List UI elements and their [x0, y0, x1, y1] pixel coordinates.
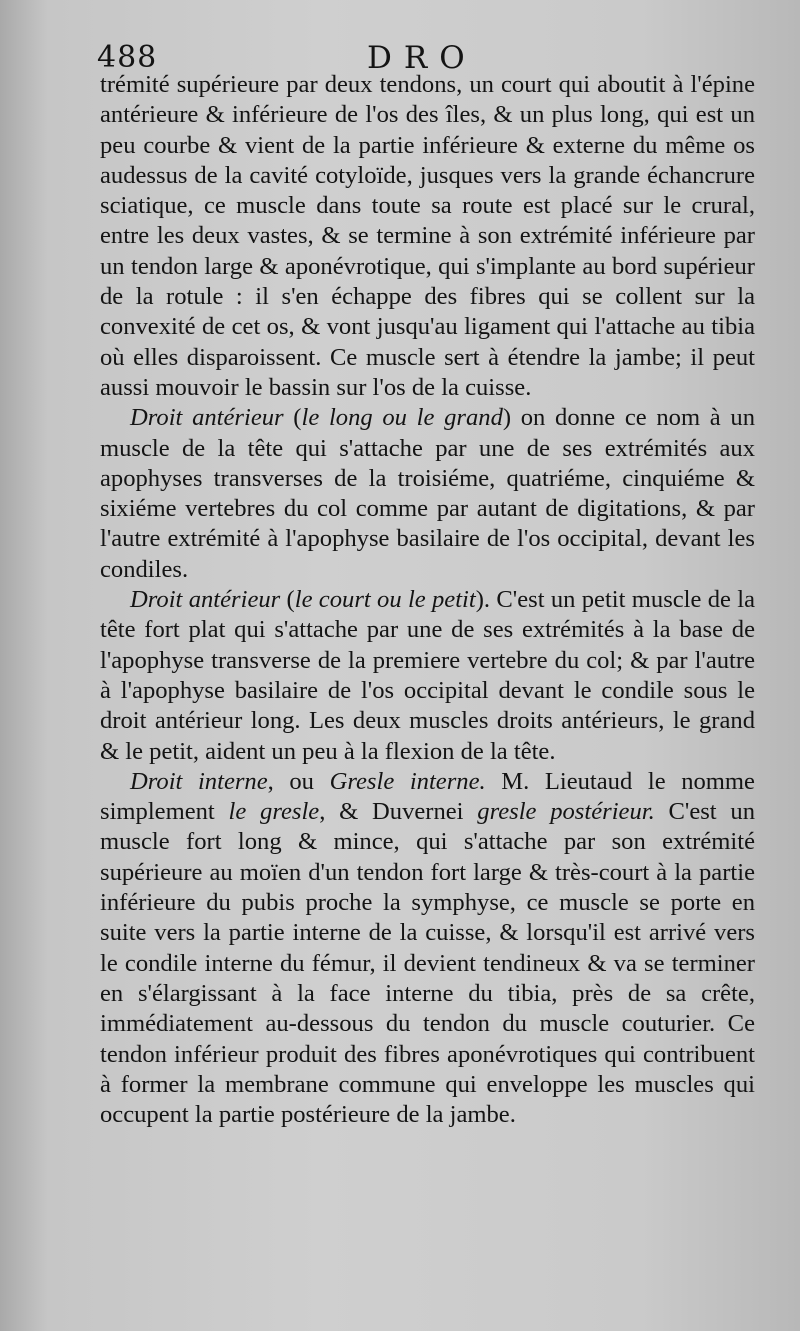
body-text: [100, 70, 755, 1130]
text-run: C'est un muscle fort long & mince, qui s'attache par son extrémité supérieure au moïen d'un tendon fort large & très-court à la partie inférieure du pubis proche la symphyse, ce muscle se porte en suite vers la partie interne de la cuisse, & lorsqu'il est arrivé vers le condile interne du fémur, il devient tendineux & va se terminer en s'élargissant à la face interne du tibia, près de sa crête, immédiatement au-dessous du tendon du muscle couturier. Ce tendon inférieur produit des fibres aponévrotiques qui contribuent à former la membrane commune qui enveloppe les muscles qui occupent la partie postérieure de la jambe.: [100, 798, 755, 1129]
running-head: DRO: [367, 40, 477, 76]
text-run: ). C'est un petit muscle de la tête fort plat qui s'attache par une de ses extrémités à la base de l'apophyse transverse de la premiere vertebre du col; & par l'autre à l'apophyse basilaire de l'os occipital devant le condile sous le droit antérieur long. Les deux muscles droits antérieurs, le grand & le petit, aident un peu à la flexion de la tête.: [100, 586, 756, 765]
paragraph-droit-anterieur-petit: [100, 585, 755, 767]
paragraph-droit-anterieur-grand: [100, 403, 755, 585]
entry-synonym: gresle postérieur.: [477, 798, 655, 826]
page-number: 488: [97, 40, 158, 75]
entry-term: Droit antérieur: [130, 404, 284, 432]
entry-qualifier: le court ou le petit: [294, 586, 476, 614]
paragraph-droit-interne: [100, 767, 755, 1131]
text-run: , ou: [267, 767, 330, 795]
entry-synonym: le gresle: [228, 798, 320, 826]
text-run: (: [280, 586, 295, 614]
text-run: , & Duvernei: [319, 798, 478, 826]
entry-term: Droit antérieur: [130, 586, 281, 614]
text-run: (: [283, 404, 302, 432]
text-run: trémité supérieure par deux tendons, un court qui aboutit à l'épine antérieure & inférieure de l'os des îles, & un plus long, qui est un peu courbe & vient de la partie inférieure & externe du même os audessus de la cavité cotyloïde, jusques vers la grande échancrure sciatique, ce muscle dans toute sa route est placé sur le crural, entre les deux vastes, & se termine à son extrémité inférieure par un tendon large & aponévrotique, qui s'implante au bord supérieur de la rotule : il s'en échappe des fibres qui se collent sur la convexité de cet os, & vont jusqu'au ligament qui l'attache au tibia où elles disparoissent. Ce muscle sert à étendre la jambe; il peut aussi mouvoir le bassin sur l'os de la cuisse.: [100, 71, 755, 401]
text-run: M. Lieutaud le nomme simplement: [100, 767, 755, 826]
entry-qualifier: le long ou le grand: [301, 404, 503, 432]
text-run: ) on donne ce nom à un muscle de la tête qui s'attache par une de ses extrémités aux apophyses transverses de la troisiéme, quatriéme, cinquiéme & sixiéme vertebres du col comme par autant de digitations, & par l'autre extrémité à l'apophyse basilaire de l'os occipital, devant les condiles.: [100, 404, 756, 583]
paragraph-continuation: [100, 70, 755, 403]
entry-synonym: Gresle interne.: [329, 767, 486, 795]
entry-term: Droit interne: [130, 767, 268, 795]
